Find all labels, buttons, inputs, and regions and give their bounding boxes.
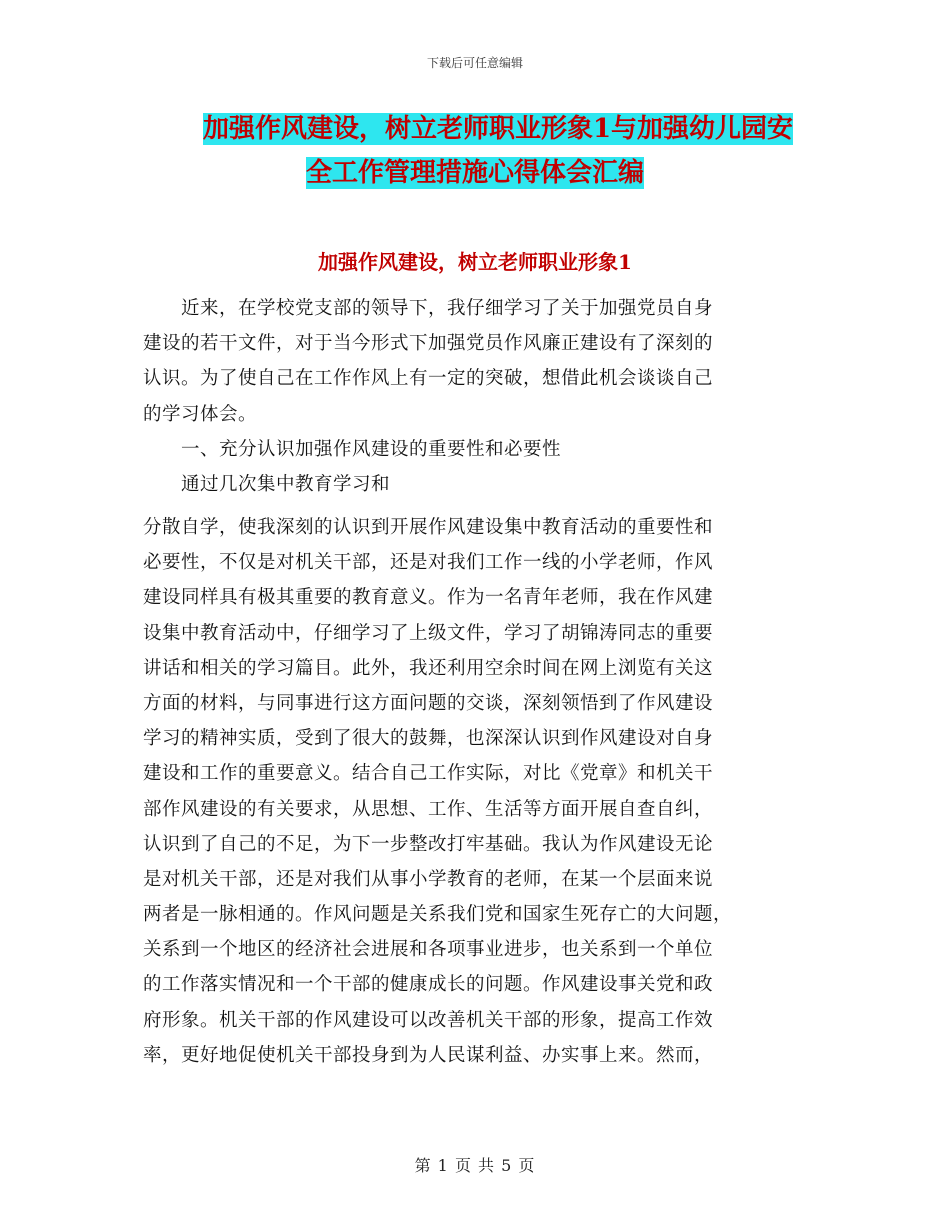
text-line: 讲话和相关的学习篇目。此外，我还利用空余时间在网上浏览有关这 (143, 657, 714, 679)
text-line: 建设和工作的重要意义。结合自己工作实际，对比《党章》和机关干 (143, 763, 714, 785)
document-title-line-2 (0, 156, 950, 190)
text-line: 必要性，不仅是对机关干部，还是对我们工作一线的小学老师，作风 (143, 552, 714, 574)
text-line: 一、充分认识加强作风建设的重要性和必要性 (143, 438, 562, 460)
text-line: 的学习体会。 (143, 403, 258, 425)
text-line: 认识到了自己的不足，为下一步整改打牢基础。我认为作风建设无论 (143, 833, 714, 855)
page-number: 第 1 页 共 5 页 (414, 1156, 536, 1175)
text-line: 部作风建设的有关要求，从思想、工作、生活等方面开展自查自纠， (143, 798, 714, 820)
text-line: 设集中教育活动中，仔细学习了上级文件，学习了胡锦涛同志的重要 (143, 622, 714, 644)
body-paragraphs-b (143, 510, 807, 1073)
text-line: 建设的若干文件，对于当今形式下加强党员作风廉正建设有了深刻的 (143, 333, 714, 355)
document-title-line-1 (23, 112, 950, 146)
header-note: 下载后可任意编辑 (426, 56, 523, 70)
text-line: 的工作落实情况和一个干部的健康成长的问题。作风建设事关党和政 (143, 974, 714, 996)
text-line: 两者是一脉相通的。作风问题是关系我们党和国家生死存亡的大问题， (143, 904, 733, 926)
text-line: 关系到一个地区的经济社会进展和各项事业进步，也关系到一个单位 (143, 939, 714, 961)
text-line: 率，更好地促使机关干部投身到为人民谋利益、办实事上来。然而， (143, 1044, 714, 1066)
title-highlight-2: 全工作管理措施心得体会汇编 (305, 158, 644, 188)
text-line: 分散自学，使我深刻的认识到开展作风建设集中教育活动的重要性和 (143, 517, 714, 538)
text-line: 府形象。机关干部的作风建设可以改善机关干部的形象，提高工作效 (143, 1009, 714, 1031)
body-paragraphs-a (143, 291, 807, 502)
text-line: 近来，在学校党支部的领导下，我仔细学习了关于加强党员自身 (143, 298, 714, 319)
text-line: 认识。为了使自己在工作作风上有一定的突破，想借此机会谈谈自己 (143, 368, 714, 390)
text-line: 建设同样具有极其重要的教育意义。作为一名青年老师，我在作风建 (143, 587, 714, 609)
section-title: 加强作风建设，树立老师职业形象1 (318, 250, 632, 274)
title-highlight-1: 加强作风建设，树立老师职业形象1与加强幼儿园安 (202, 114, 794, 144)
text-line: 学习的精神实质，受到了很大的鼓舞，也深深认识到作风建设对自身 (143, 728, 714, 750)
text-line: 方面的材料，与同事进行这方面问题的交谈，深刻领悟到了作风建设 (143, 692, 714, 714)
text-line: 通过几次集中教育学习和 (143, 473, 391, 495)
text-line: 是对机关干部，还是对我们从事小学教育的老师，在某一个层面来说 (143, 868, 714, 890)
